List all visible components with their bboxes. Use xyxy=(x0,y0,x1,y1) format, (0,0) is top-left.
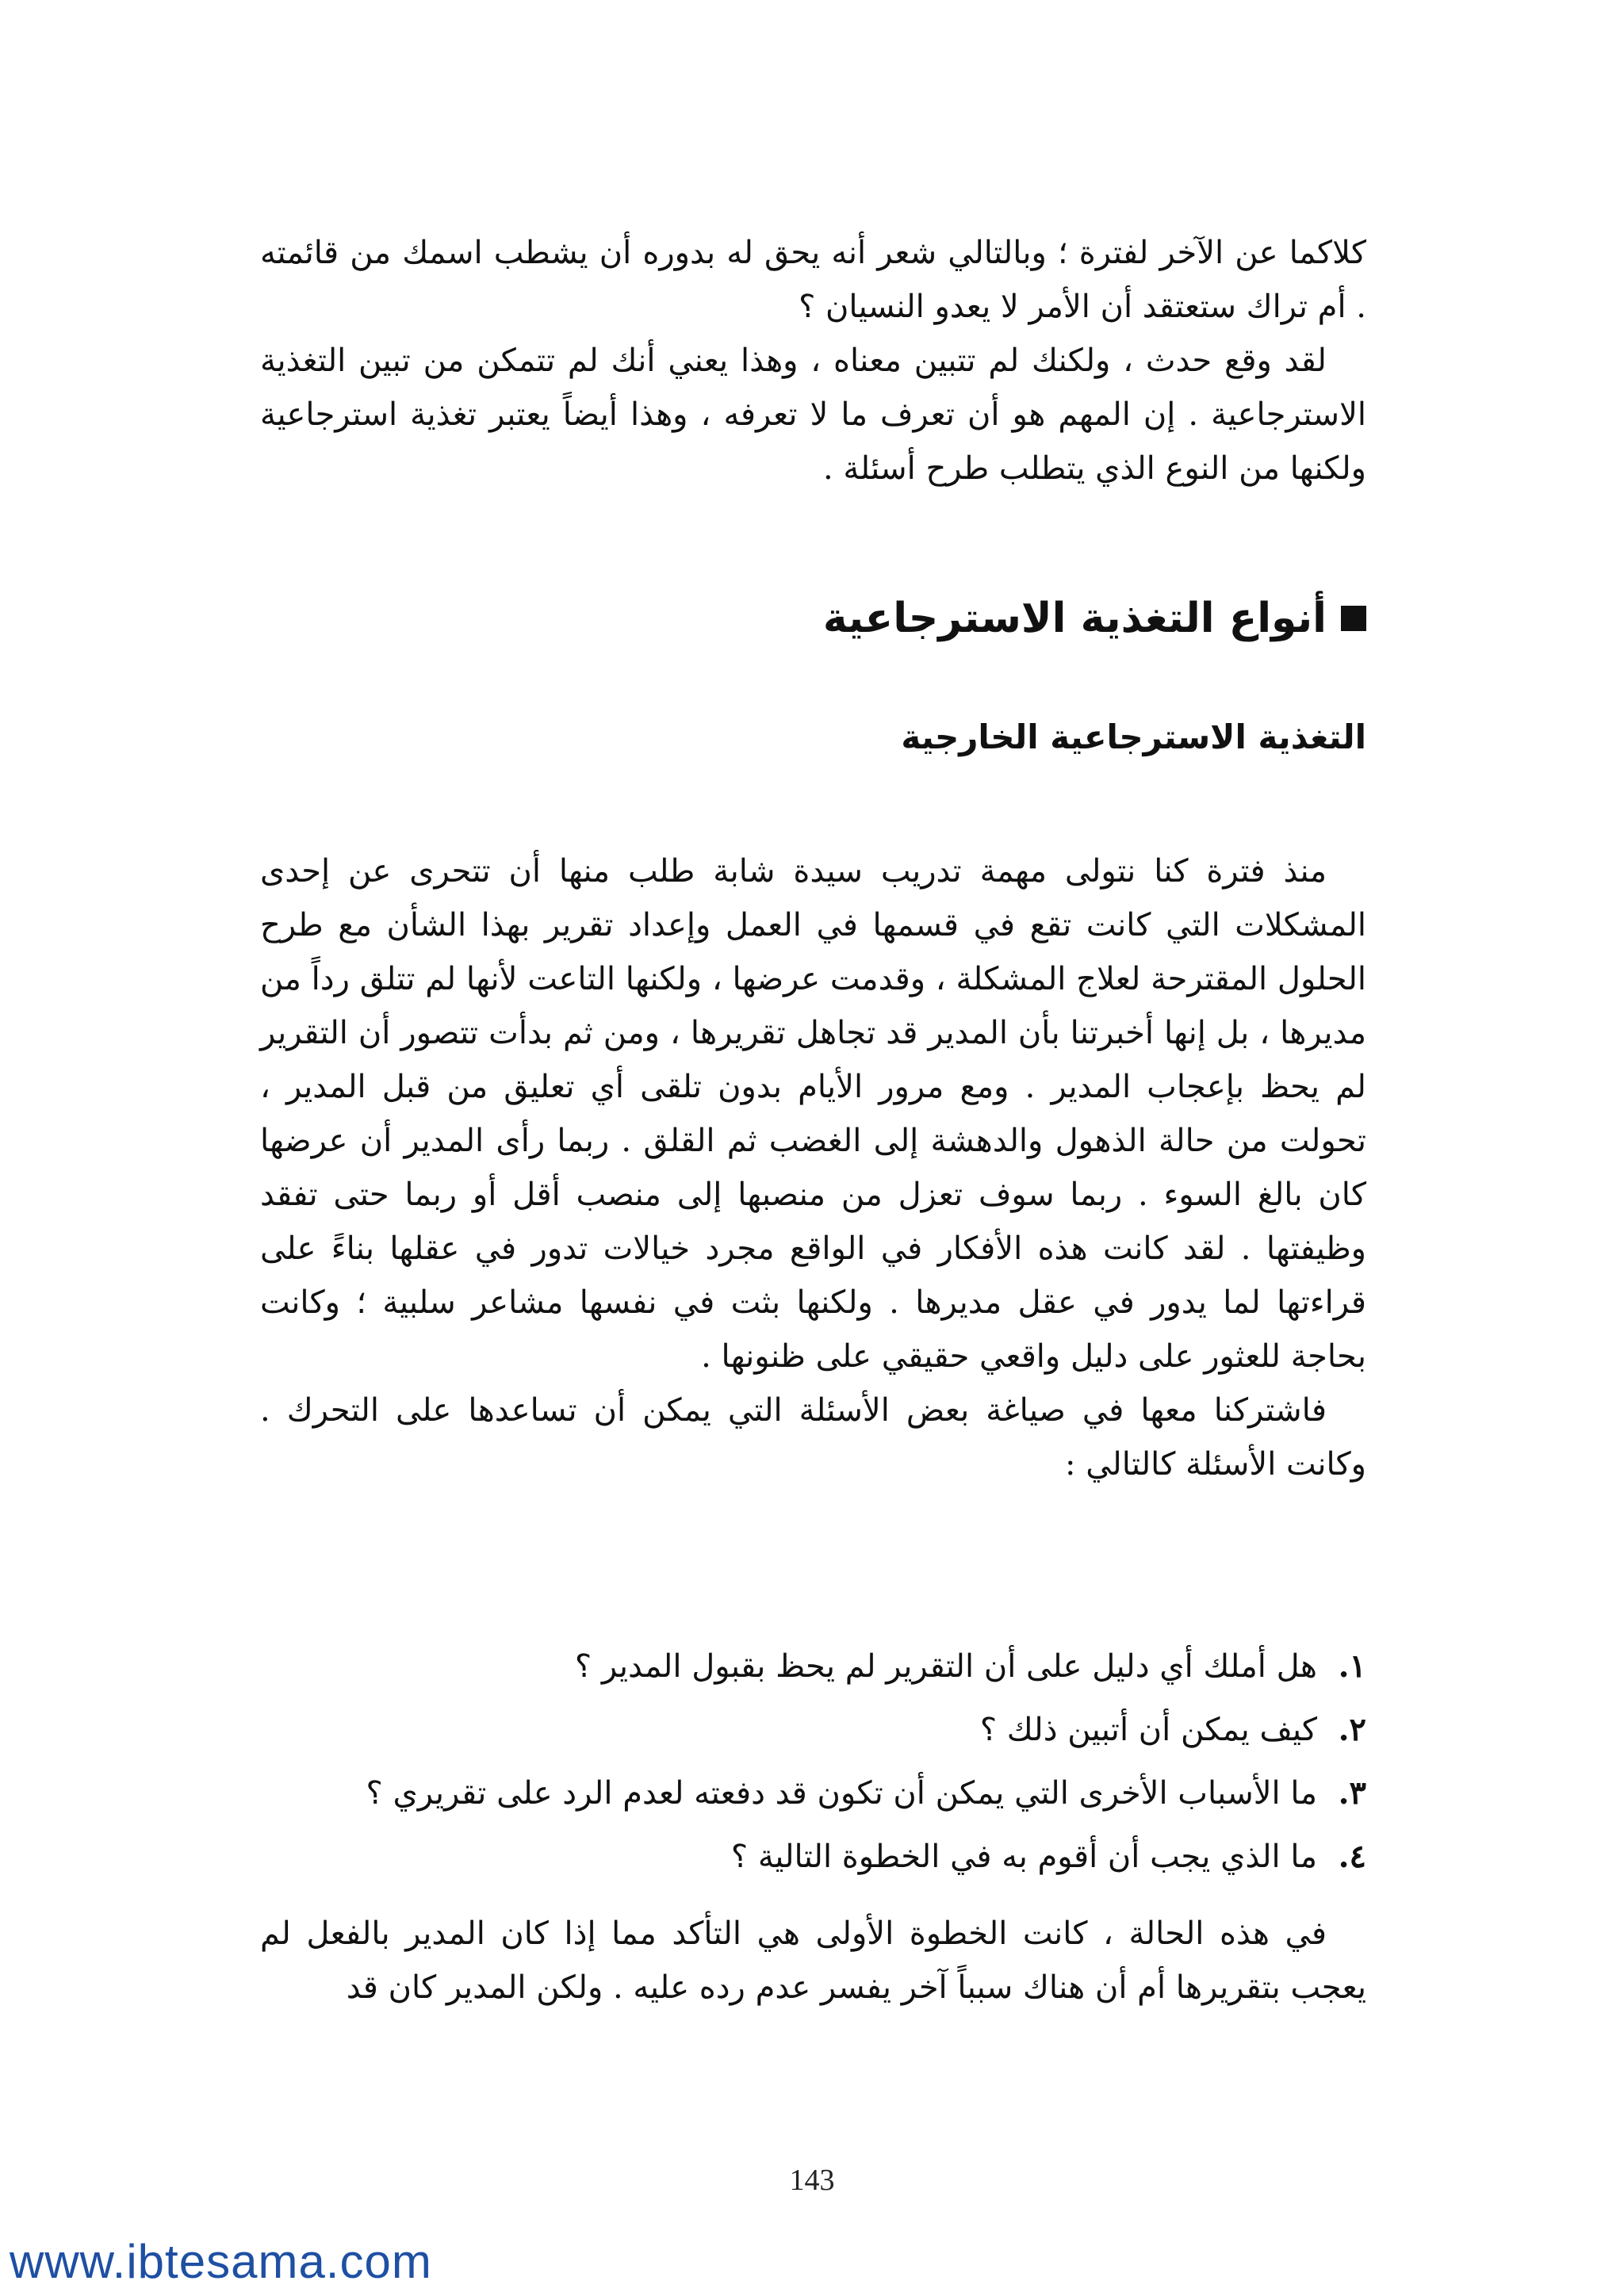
question-item xyxy=(260,1698,1366,1762)
question-text: ما الأسباب الأخرى التي يمكن أن تكون قد دفعته لعدم الرد على تقريري ؟ xyxy=(366,1775,1317,1812)
questions-list xyxy=(260,1635,1366,1888)
watermark-link[interactable]: www.ibtesama.com xyxy=(10,2235,432,2288)
story-paragraph: منذ فترة كنا نتولى مهمة تدريب سيدة شابة طلب منها أن تتحرى عن إحدى المشكلات التي كانت تقع في قسمها في العمل وإعداد تقرير بهذا الشأن مع طرح الحلول المقترحة لعلاج المشكلة ، وقدمت عرضها ، ولكنها التاعت لأنها لم تتلق رداً من مديرها ، بل إنها أخبرتنا بأن المدير قد تجاهل تقريرها ، ومن ثم بدأت تتصور أن التقرير لم يحظ بإعجاب المدير . ومع مرور الأيام بدون تلقى أي تعليق من قبل المدير ، تحولت من حالة الذهول والدهشة إلى الغضب ثم القلق . ربما رأى المدير أن عرضها كان بالغ السوء . ربما سوف تعزل من منصبها إلى منصب أقل أو ربما حتى تفقد وظيفتها . لقد كانت هذه الأفكار في الواقع مجرد خيالات تدور في عقلها بناءً على قراءتها لما يدور في عقل مديرها . ولكنها بثت في نفسها مشاعر سلبية ؛ وكانت بحاجة للعثور على دليل واقعي حقيقي على ظنونها . xyxy=(260,853,1366,1375)
question-number: ٢. xyxy=(1338,1711,1366,1748)
closing-paragraph: في هذه الحالة ، كانت الخطوة الأولى هي التأكد مما إذا كان المدير بالفعل لم يعجب بتقريرها أم أن هناك سبباً آخر يفسر عدم رده عليه . ولكن المدير كان قد xyxy=(260,1915,1366,2006)
subsection-heading: التغذية الاسترجاعية الخارجية xyxy=(901,718,1366,756)
black-square-icon xyxy=(1341,606,1366,631)
story-text-block xyxy=(260,844,1366,1491)
closing-text-block xyxy=(260,1907,1366,2015)
section-heading-text: أنواع التغذية الاسترجاعية xyxy=(822,595,1327,642)
intro-paragraph-continuation: كلاكما عن الآخر لفترة ؛ وبالتالي شعر أنه يحق له بدوره أن يشطب اسمك من قائمته . أم تراك ستعتقد أن الأمر لا يعدو النسيان ؟ xyxy=(260,235,1366,325)
story-paragraph: فاشتركنا معها في صياغة بعض الأسئلة التي يمكن أن تساعدها على التحرك . وكانت الأسئلة كالتالي : xyxy=(260,1392,1366,1483)
question-number: ٤. xyxy=(1338,1838,1366,1875)
question-text: هل أملك أي دليل على أن التقرير لم يحظ بقبول المدير ؟ xyxy=(574,1648,1317,1685)
question-item xyxy=(260,1635,1366,1698)
question-number: ١. xyxy=(1338,1647,1366,1685)
question-item xyxy=(260,1762,1366,1825)
page-number: 143 xyxy=(789,2164,835,2197)
question-number: ٣. xyxy=(1338,1774,1366,1812)
intro-paragraph: لقد وقع حدث ، ولكنك لم تتبين معناه ، وهذا يعني أنك لم تتمكن من تبين التغذية الاسترجاعية . إن المهم هو أن تعرف ما لا تعرفه ، وهذا أيضاً يعتبر تغذية استرجاعية ولكنها من النوع الذي يتطلب طرح أسئلة . xyxy=(260,342,1366,487)
intro-text-block xyxy=(260,226,1366,496)
question-text: ما الذي يجب أن أقوم به في الخطوة التالية ؟ xyxy=(730,1839,1317,1875)
question-text: كيف يمكن أن أتبين ذلك ؟ xyxy=(979,1712,1317,1748)
section-heading xyxy=(823,587,1366,650)
question-item xyxy=(260,1825,1366,1888)
